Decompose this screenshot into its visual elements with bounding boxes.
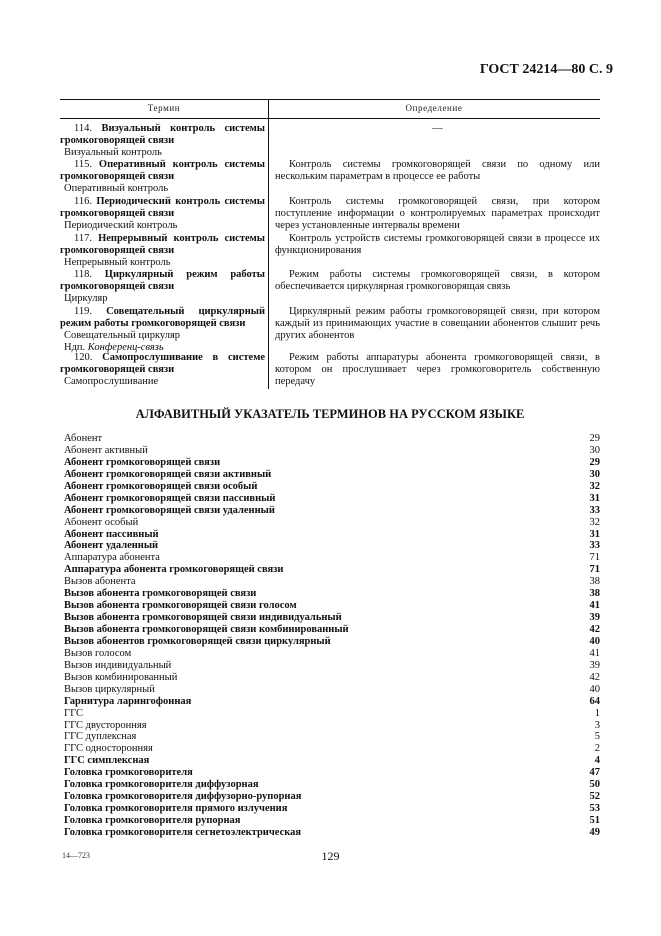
index-term-number: 38: [589, 588, 600, 600]
term-name: Оперативный контроль системы громкоговорящей связи: [60, 159, 265, 182]
term-definition: Режим работы системы громкоговорящей связи, в котором обеспечивается циркулярная громкоговорящая связь: [275, 269, 600, 292]
footer-code: 14—723: [62, 851, 90, 860]
index-term-number: 52: [589, 791, 600, 803]
term-name: Циркулярный режим работы громкоговорящей связи: [60, 269, 266, 292]
index-entry: [60, 469, 600, 481]
term-cell: [60, 159, 265, 195]
term-name: Периодический контроль системы громкоговорящей связи: [60, 196, 265, 219]
index-term-number: 31: [589, 492, 600, 504]
table-header: [60, 99, 600, 119]
term-title: [60, 306, 265, 330]
term-row: [60, 269, 600, 305]
index-term: Головка громкоговорителя прямого излучения: [64, 803, 288, 815]
term-synonym: Совещательный циркуляр: [64, 329, 181, 341]
index-term-number: 50: [589, 779, 600, 791]
index-term: Гарнитура ларингофонная: [64, 695, 192, 707]
index-entry: [60, 564, 600, 576]
index-term-number: 40: [589, 635, 600, 647]
index-term-number: 40: [589, 683, 600, 695]
index-title: АЛФАВИТНЫЙ УКАЗАТЕЛЬ ТЕРМИНОВ НА РУССКОМ ЯЗЫКЕ: [135, 407, 525, 421]
index-term: Абонент громкоговорящей связи пассивный: [64, 492, 276, 504]
index-term-number: 38: [589, 576, 600, 588]
index-term: Вызов абонента громкоговорящей связи: [64, 588, 257, 600]
index-term-number: 42: [589, 624, 600, 635]
index-entry: [60, 755, 600, 767]
index-entry: [60, 708, 600, 720]
index-entry: [60, 815, 600, 827]
term-synonym: Оперативный контроль: [64, 182, 169, 194]
index-term: Абонент громкоговорящей связи удаленный: [64, 504, 275, 516]
term-number: 117.: [74, 233, 92, 244]
index-entry: [60, 552, 600, 564]
index-entry: [60, 576, 600, 588]
index-term-number: 33: [589, 540, 600, 552]
index-entry: [60, 648, 600, 660]
index-term: Аппаратура абонента громкоговорящей связи: [64, 564, 284, 576]
index-entry: [60, 588, 600, 600]
index-term-number: 41: [589, 600, 600, 612]
term-row: [60, 123, 600, 159]
index-entry: [60, 684, 600, 696]
term-name: Непрерывный контроль системы громкоговорящей связи: [60, 233, 265, 256]
index-term: Абонент удаленный: [64, 540, 159, 552]
term-column-header: Термин: [147, 103, 181, 113]
index-entry: [60, 720, 600, 732]
index-entry: [60, 529, 600, 541]
term-row: [60, 352, 600, 388]
term-definition: Циркулярный режим работы громкоговорящей связи, при котором каждый из принимающих участие в совещании абонентов слышит речь других абонентов: [275, 306, 600, 341]
index-term-number: 30: [589, 468, 600, 480]
term-definition: Контроль устройств системы громкоговорящей связи в процессе их функционирования: [275, 233, 600, 256]
term-synonym: Периодический контроль: [64, 219, 178, 231]
index-term-number: 53: [589, 803, 600, 815]
term-row: [60, 196, 600, 232]
term-row: [60, 159, 600, 195]
index-term: Вызов голосом: [64, 647, 132, 659]
index-term-number: 4: [594, 755, 600, 767]
index-entry: [60, 779, 600, 791]
page-number: 129: [321, 849, 340, 863]
index-term-number: 51: [589, 815, 600, 826]
not-allowed-term: Конференц-связь: [87, 341, 164, 353]
index-term: Абонент активный: [64, 444, 148, 456]
index-entry: [60, 660, 600, 672]
index-entry: [60, 636, 600, 648]
term-number: 115.: [74, 159, 92, 170]
index-entry: [60, 612, 600, 624]
index-term-number: 49: [589, 826, 600, 838]
term-title: [60, 352, 265, 376]
index-term: Вызов абонента громкоговорящей связи комбинированный: [64, 624, 349, 635]
term-number: 119.: [74, 306, 92, 317]
index-term-number: 2: [594, 743, 600, 755]
index-term-number: 1: [594, 707, 600, 719]
term-cell: [60, 233, 265, 269]
index-term: Аппаратура абонента: [64, 552, 160, 564]
term-number: 114.: [74, 123, 92, 134]
term-definition: —: [432, 123, 443, 134]
term-title: [60, 123, 265, 147]
index-term: Абонент громкоговорящей связи: [64, 456, 221, 468]
page-header: ГОСТ 24214—80 С. 9: [479, 62, 613, 77]
term-row: [60, 233, 600, 269]
index-term-number: 39: [589, 612, 600, 624]
index-entry: [60, 481, 600, 493]
term-title: [60, 159, 265, 183]
index-entry: [60, 493, 600, 505]
index-entry: [60, 457, 600, 469]
index-term-number: 5: [594, 731, 600, 743]
index-entry: [60, 540, 600, 552]
index-term: ГГС дуплексная: [64, 731, 137, 743]
index-term-number: 32: [589, 480, 600, 492]
term-number: 116.: [74, 196, 92, 207]
index-term: Головка громкоговорителя: [64, 767, 193, 779]
index-term: Абонент громкоговорящей связи особый: [64, 480, 258, 492]
term-title: [60, 269, 265, 293]
term-row: [60, 306, 600, 354]
term-name: Самопрослушивание в системе громкоговорящей связи: [60, 352, 266, 375]
index-term-number: 47: [589, 767, 600, 779]
term-synonym: Самопрослушивание: [64, 375, 159, 387]
alphabetical-index: [60, 433, 600, 839]
not-allowed-prefix: Ндп.: [64, 341, 86, 353]
index-term-number: 41: [589, 647, 600, 659]
index-entry: [60, 791, 600, 803]
index-term-number: 71: [589, 552, 600, 564]
index-entry: [60, 827, 600, 839]
term-title: [60, 196, 265, 220]
index-term-number: 64: [589, 695, 600, 707]
index-term-number: 42: [589, 671, 600, 683]
term-name: Визуальный контроль системы громкоговорящей связи: [60, 123, 265, 146]
index-term: Абонент особый: [64, 516, 139, 528]
index-term-number: 31: [589, 528, 600, 540]
index-term: Вызов абонента: [64, 576, 136, 588]
term-definition: Контроль системы громкоговорящей связи по одному или нескольким параметрам в процессе ее работы: [275, 159, 600, 182]
index-term: Абонент: [64, 433, 103, 444]
index-term: Вызов индивидуальный: [64, 659, 172, 671]
index-term: Абонент громкоговорящей связи активный: [64, 468, 272, 480]
term-cell: [60, 196, 265, 232]
index-entry: [60, 517, 600, 529]
index-term: Головка громкоговорителя диффузорно-рупорная: [64, 791, 302, 803]
index-term-number: 29: [589, 433, 600, 444]
index-term: Вызов циркулярный: [64, 683, 155, 695]
term-synonym: Непрерывный контроль: [64, 256, 171, 268]
term-cell: [60, 123, 265, 159]
term-definition: Контроль системы громкоговорящей связи, при котором поступление информации о контролируемых параметрах происходит через установленные интервалы времени: [275, 196, 600, 231]
term-name: Совещательный циркулярный режим работы громкоговорящей связи: [60, 306, 265, 329]
term-synonym: Визуальный контроль: [64, 146, 162, 158]
index-entry: [60, 505, 600, 517]
index-entry: [60, 433, 600, 445]
index-term: ГГС двусторонняя: [64, 719, 147, 731]
index-entry: [60, 696, 600, 708]
index-entry: [60, 600, 600, 612]
term-synonym: Циркуляр: [64, 292, 108, 304]
index-entry: [60, 624, 600, 636]
index-term: Абонент пассивный: [64, 528, 159, 540]
index-term-number: 29: [589, 456, 600, 468]
index-entry: [60, 767, 600, 779]
index-term-number: 32: [589, 516, 600, 528]
index-entry: [60, 731, 600, 743]
index-term: Вызов абонента громкоговорящей связи голосом: [64, 600, 297, 612]
index-term: Вызов абонента громкоговорящей связи индивидуальный: [64, 612, 342, 624]
index-term: Вызов комбинированный: [64, 671, 178, 683]
term-definition: Режим работы аппаратуры абонента громкоговорящей связи, в котором он прослушивает через громкоговоритель собственную передачу: [275, 352, 600, 387]
index-entry: [60, 743, 600, 755]
term-cell: [60, 352, 265, 388]
index-term: Головка громкоговорителя диффузорная: [64, 779, 259, 791]
index-entry: [60, 445, 600, 457]
index-term: ГГС односторонняя: [64, 743, 153, 755]
index-term-number: 33: [589, 504, 600, 516]
term-cell: [60, 269, 265, 305]
definition-column-header: Определение: [405, 103, 463, 113]
index-term-number: 39: [589, 659, 600, 671]
term-title: [60, 233, 265, 257]
index-term: ГГС: [64, 707, 84, 719]
index-term-number: 71: [589, 564, 600, 576]
index-term-number: 30: [589, 444, 600, 456]
term-number: 120.: [74, 352, 93, 363]
index-term-number: 3: [594, 719, 600, 731]
index-term: Головка громкоговорителя сегнетоэлектрическая: [64, 826, 302, 838]
index-entry: [60, 803, 600, 815]
index-entry: [60, 672, 600, 684]
index-term: ГГС симплексная: [64, 755, 150, 767]
term-cell: [60, 306, 265, 354]
index-term: Вызов абонентов громкоговорящей связи циркулярный: [64, 635, 331, 647]
index-term: Головка громкоговорителя рупорная: [64, 815, 241, 826]
term-number: 118.: [74, 269, 92, 280]
